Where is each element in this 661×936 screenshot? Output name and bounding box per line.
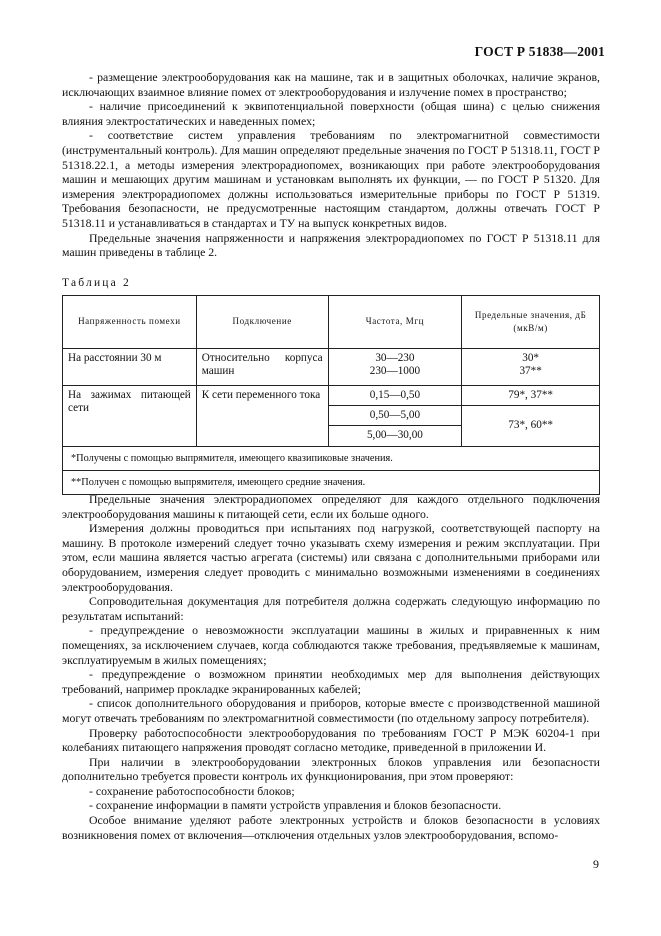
paragraph: Проверку работоспособности электрооборудования по требованиям ГОСТ Р МЭК 60204-1 при колебаниях питающего напряжения проводят согласно методике, приведенной в приложении И. (62, 725, 600, 755)
table-cell: К сети переменного тока (196, 386, 328, 447)
table-cell: Относительно корпуса машин (196, 349, 328, 386)
paragraph: Сопроводительная документация для потребителя должна содержать следующую информацию по результатам испытаний: (62, 594, 600, 623)
table-cell: 0,15—0,50 (328, 386, 462, 406)
paragraph: Предельные значения электрорадиопомех определяют для каждого отдельного подключения электрооборудования машины к питающей сети, если их больше одного. (62, 492, 600, 521)
table-cell: 0,50—5,00 (328, 406, 462, 426)
column-header: Предельные значения, дБ (мкВ/м) (462, 296, 600, 349)
table-cell: 79*, 37** (462, 386, 600, 406)
paragraph: Измерения должны проводиться при испытаниях под нагрузкой, соответствующей паспорту на машину. В протоколе измерений следует точно указывать схему измерения и режим эксплуатации. При этом, если машина является частью агрегата (системы) или связана с дополнительными приборами или оборудованием, измерения следует проводить с минимально возможными изменениями в соединениях электрооборудования. (62, 521, 600, 594)
paragraph: - размещение электрооборудования как на машине, так и в защитных оболочках, наличие экранов, исключающих взаимное влияние помех от электрооборудования и излучение помех в пространство; (62, 70, 600, 99)
table-note-row (63, 470, 600, 494)
limits-table (62, 295, 600, 495)
paragraph: - предупреждение о невозможности эксплуатации машины в жилых и приравненных к ним помещениях, за исключением случаев, когда соблюдаются также требования, предъявляемые к машинам, эксплуатируемым в жилых помещениях; (62, 623, 600, 667)
table-cell: На зажимах питающей сети (63, 386, 197, 447)
paragraph: - сохранение работоспособности блоков; (89, 783, 295, 798)
paragraph: Особое внимание уделяют работе электронных устройств и блоков безопасности в условиях возникновения помех от включения—отключения отдельных узлов электрооборудования, вспомо- (62, 813, 600, 842)
table-cell: 5,00—30,00 (328, 426, 462, 446)
table-note: **Получен с помощью выпрямителя, имеющего средние значения. (63, 470, 600, 494)
paragraph: - сохранение информации в памяти устройств управления и блоков безопасности. (89, 798, 502, 813)
paragraph: При наличии в электрооборудовании электронных блоков управления или безопасности дополнительно требуется провести контроль их функционирования, при этом проверяют: (62, 754, 600, 784)
table-cell: 30* 37** (462, 349, 600, 386)
paragraph: - наличие присоединений к эквипотенциальной поверхности (общая шина) с целью снижения влияния электростатических и наведенных помех; (62, 99, 600, 128)
column-header: Напряженность помехи (63, 296, 197, 349)
paragraph: Предельные значения напряженности и напряжения электрорадиопомех по ГОСТ Р 51318.11 для машин приведены в таблице 2. (62, 230, 600, 260)
column-header: Частота, Мгц (328, 296, 462, 349)
paragraph: - список дополнительного оборудования и приборов, которые вместе с производственной машиной могут отвечать требованиям по электромагнитной совместимости (по отдельному запросу потребителя). (62, 696, 600, 725)
paragraph: - соответствие систем управления требованиям по электромагнитной совместимости (инструментальный контроль). Для машин определяют предельные значения по ГОСТ Р 51318.11, ГОСТ Р 51318.22.1, а методы измерения электрорадиопомех, возникающих при работе электрооборудования машин и мешающих другим машинам и установкам выполнять их функции, — по ГОСТ Р 51320. Для измерения электрорадиопомех должны использоваться измерительные приборы по ГОСТ Р 51319. Требования безопасности, не предусмотренные настоящим стандартом, должны отвечать ГОСТ Р 51318.11 и устанавливаться в стандартах и ТУ на выпуск конкретных видов. (62, 128, 600, 230)
table-note-row (63, 446, 600, 470)
table-cell: На расстоянии 30 м (63, 349, 197, 386)
table-note: *Получены с помощью выпрямителя, имеющего квазипиковые значения. (63, 446, 600, 470)
bottom-text-block (62, 492, 600, 842)
table-row (63, 349, 600, 386)
standard-header: ГОСТ Р 51838—2001 (474, 44, 605, 59)
paragraph: - предупреждение о возможном принятии необходимых мер для выполнения действующих требований, например прокладке экранированных кабелей; (62, 667, 600, 696)
column-header: Подключение (196, 296, 328, 349)
table-row (63, 386, 600, 406)
table-header-row (63, 296, 600, 349)
table-caption: Таблица 2 (62, 277, 131, 289)
page-number: 9 (593, 857, 599, 871)
table-cell: 30—230 230—1000 (328, 349, 462, 386)
top-text-block (62, 70, 600, 260)
table-cell: 73*, 60** (462, 406, 600, 446)
